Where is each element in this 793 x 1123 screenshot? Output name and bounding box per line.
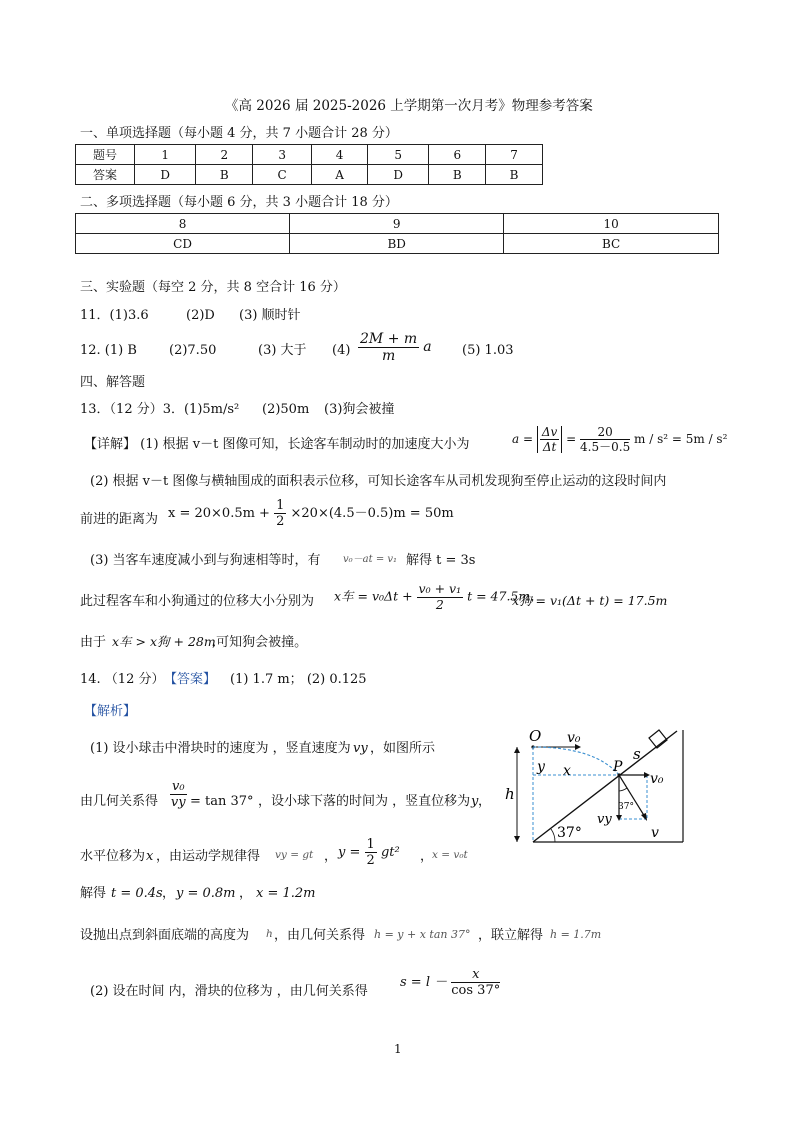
v-vector-head — [641, 813, 647, 821]
numerator: 1 — [366, 837, 375, 852]
trajectory — [533, 747, 619, 775]
cell: 6 — [429, 145, 486, 165]
q12-part4: (4) — [332, 343, 351, 358]
vy-vector-head — [616, 815, 622, 821]
q13-line4-result: 解得 t = 3s — [406, 553, 476, 568]
page-title: 《高 2026 届 2025-2026 上学期第一次月考》物理参考答案 — [225, 98, 593, 114]
h-arrow-top — [514, 747, 520, 753]
q14-head-3: (1) 1.7 m； (2) 0.125 — [230, 672, 367, 687]
cell: 7 — [486, 145, 543, 165]
cell: 1 — [135, 145, 196, 165]
eq-part: ×20×(4.5－0.5)m = 50m — [290, 506, 454, 521]
label-y: y — [537, 759, 545, 775]
section-4-heading: 四、解答题 — [80, 375, 146, 390]
q14-line4-t: t = 0.4s — [111, 886, 163, 901]
cell: D — [135, 165, 196, 185]
q14-analysis-tag: 【解析】 — [84, 704, 137, 719]
q14-line2-frac — [170, 780, 187, 809]
q14-line3-comma2: ， — [420, 849, 434, 864]
q12-part3: (3) 大于 — [258, 343, 307, 358]
q14-line6-eq — [400, 968, 500, 997]
label-s: s — [633, 745, 641, 763]
table-row — [76, 214, 719, 234]
table-row — [76, 234, 719, 254]
q12-part1: 12. (1) B — [80, 343, 137, 358]
denominator: 4.5－0.5 — [580, 440, 631, 454]
q14-line5-text: 设抛出点到斜面底端的高度为 — [80, 928, 250, 943]
q14-line2-text2: ，设小球下落的时间为 ，竖直位移为 — [258, 794, 471, 809]
eq-result: m / s² = 5m / s² — [634, 432, 728, 446]
q11-part3: (3) 顺时针 — [239, 308, 301, 323]
cell: B — [196, 165, 253, 185]
cell: B — [486, 165, 543, 185]
q13-head-2: (2)50m — [262, 402, 310, 417]
q13-line5-eq2: x狗 = v₁(Δt + t) = 17.5m — [512, 593, 668, 608]
q13-line6-eq: x车 > x狗 + 28m — [112, 634, 216, 649]
row-label: 答案 — [76, 165, 135, 185]
incline-figure — [505, 725, 695, 845]
q14-line3-text: 水平位移为 — [80, 849, 146, 864]
q14-answer-tag: 【答案】 — [164, 672, 217, 687]
q13-line5-text: 此过程客车和小狗通过的位移大小分别为 — [80, 594, 315, 609]
cell: C — [253, 165, 312, 185]
section-3-heading: 三、实验题（每空 2 分，共 8 空合计 16 分） — [80, 280, 346, 295]
denominator: vy — [170, 795, 186, 810]
cell: BD — [290, 234, 504, 254]
q14-line1-text2: ，如图所示 — [370, 741, 436, 756]
denominator: 2 — [366, 853, 375, 868]
q12-part2: (2)7.50 — [169, 343, 217, 358]
q14-head-1: 14. （12 分） — [80, 672, 165, 687]
denominator: 2 — [435, 596, 444, 612]
q14-line3-x: x — [146, 849, 154, 864]
label-x: x — [563, 763, 571, 779]
q14-line3-comma1: ， — [324, 849, 338, 864]
single-choice-table — [75, 144, 543, 185]
numerator: 20 — [580, 426, 630, 440]
denominator: cos 37° — [451, 983, 501, 998]
cell: BC — [504, 234, 719, 254]
cell: A — [312, 165, 368, 185]
cell: 10 — [504, 214, 719, 234]
q14-line2-eq: = tan 37° — [190, 794, 254, 809]
q14-line2-comma: ， — [478, 794, 492, 809]
numerator: v₀ — [172, 779, 185, 794]
cell: 8 — [76, 214, 290, 234]
numerator: x — [451, 968, 500, 983]
q13-line6-text1: 由于 — [80, 635, 107, 650]
page-number: 1 — [394, 1042, 402, 1056]
q13-line3-text: 前进的距离为 — [80, 512, 159, 527]
q12-fraction — [358, 332, 432, 363]
q14-line5-text2: ，由几何关系得 — [274, 928, 366, 943]
eq-part: t = 47.5m， — [467, 588, 543, 604]
cell: 9 — [290, 214, 504, 234]
q14-line5-text3: ，联立解得 — [478, 928, 544, 943]
numerator: 1 — [276, 498, 285, 513]
eq-a: a = — [512, 432, 534, 446]
q13-line1-text: 【详解】 (1) 根据 v－t 图像可知，长途客车制动时的加速度大小为 — [84, 437, 470, 452]
q14-line4-text: 解得 — [80, 886, 107, 901]
label-v0-top: v₀ — [567, 730, 581, 746]
angle-arc-bottom — [551, 829, 555, 842]
label-v0-right: v₀ — [650, 771, 664, 787]
angle-arc-top — [619, 788, 627, 791]
cell: CD — [76, 234, 290, 254]
label-v: v — [651, 825, 659, 841]
label-h: h — [505, 785, 515, 803]
q14-line1-text: (1) 设小球击中滑块时的速度为 ，竖直速度为 — [90, 741, 351, 756]
q14-line2-text: 由几何关系得 — [80, 794, 159, 809]
table-row — [76, 165, 543, 185]
label-p: P — [613, 759, 623, 775]
cell: D — [367, 165, 428, 185]
q14-line5-h: h — [266, 928, 273, 940]
cell: 2 — [196, 145, 253, 165]
label-angle-bottom: 37° — [557, 825, 582, 841]
cell: 3 — [253, 145, 312, 165]
q13-head-3: (3)狗会被撞 — [324, 402, 395, 417]
q11-part1: 11．(1)3.6 — [80, 308, 149, 323]
q13-line4-text: (3) 当客车速度减小到与狗速相等时，有 — [90, 553, 321, 568]
label-angle-top: 37° — [618, 802, 634, 812]
q11-part2: (2)D — [186, 308, 215, 323]
numerator: Δv — [541, 425, 558, 439]
section-1-heading: 一、单项选择题（每小题 4 分，共 7 小题合计 28 分） — [80, 126, 398, 141]
cell: 5 — [367, 145, 428, 165]
q14-line5-eq: h = y + x tan 37° — [374, 928, 471, 941]
numerator: 2M + m — [360, 331, 418, 347]
q14-line2-y: y — [471, 794, 479, 809]
accel-symbol: a — [423, 339, 432, 355]
q13-line3-eq — [168, 499, 454, 528]
eq-part: s = l － — [400, 975, 448, 990]
denominator: m — [381, 348, 396, 364]
eq-part: gt² — [380, 845, 400, 860]
eq-part: x = 20×0.5m + — [168, 506, 270, 521]
q13-line6-text2: ,可知狗会被撞。 — [212, 635, 308, 650]
q13-head-1: 13．（12 分）3．(1)5m/s² — [80, 402, 240, 417]
eq-part: x车 = v₀Δt + — [334, 588, 413, 604]
q13-line1-eq — [512, 426, 727, 453]
cell: 4 — [312, 145, 368, 165]
h-arrow-bottom — [514, 836, 520, 842]
section-2-heading: 二、多项选择题（每小题 6 分，共 3 小题合计 18 分） — [80, 195, 398, 210]
label-o: O — [529, 727, 542, 745]
q13-line2: (2) 根据 v－t 图像与横轴围成的面积表示位移，可知长途客车从司机发现狗至停止运动的这段时间内 — [90, 474, 667, 489]
row-label: 题号 — [76, 145, 135, 165]
q13-line4-eq: v₀－at = v₁ — [343, 554, 398, 565]
cell: B — [429, 165, 486, 185]
q14-line4-c1: ， — [162, 886, 176, 901]
q14-line3-eq1: vy = gt — [275, 849, 314, 861]
denominator: Δt — [542, 440, 557, 454]
eq-equals: = — [566, 432, 577, 446]
q14-line1-vy: vy — [353, 741, 368, 756]
q14-line3-text2: ，由运动学规律得 — [156, 849, 261, 864]
denominator: 2 — [276, 514, 285, 529]
q14-line5-result: h = 1.7m — [550, 928, 602, 941]
eq-part: y = — [338, 845, 361, 860]
q14-line3-eq2 — [338, 838, 400, 867]
numerator: v₀ + v₁ — [418, 581, 462, 596]
q14-line3-eq3: x = v₀t — [432, 849, 468, 861]
q14-line4-x: x = 1.2m — [256, 886, 316, 901]
q14-line6-text: (2) 设在时间 内，滑块的位移为 ，由几何关系得 — [90, 984, 368, 999]
q12-part5: (5) 1.03 — [462, 343, 514, 358]
label-vy: vy — [597, 812, 612, 827]
q14-line4-y: y = 0.8m — [176, 886, 236, 901]
multi-choice-table — [75, 213, 719, 254]
q14-line4-c2: ， — [239, 886, 253, 901]
table-row — [76, 145, 543, 165]
